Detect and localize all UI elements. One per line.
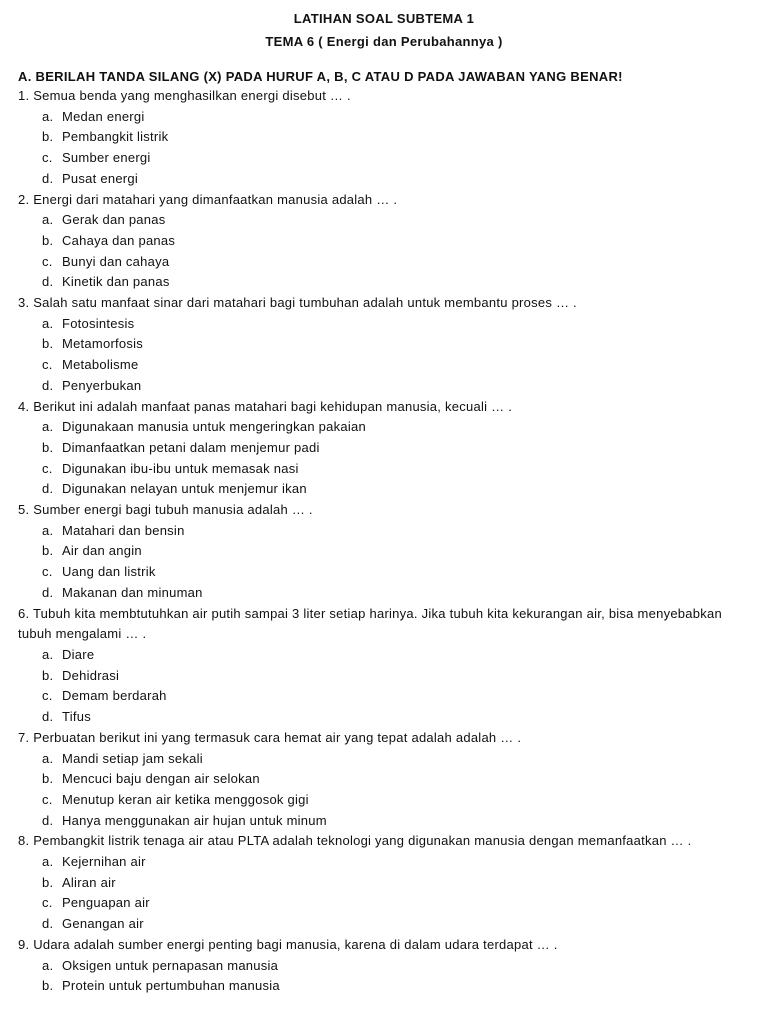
option-letter: b.	[42, 129, 54, 145]
question-text: 9. Udara adalah sumber energi penting bagi manusia, karena di dalam udara terdapat … .	[18, 936, 558, 952]
option-text: Gerak dan panas	[62, 212, 166, 228]
option-text: Penyerbukan	[62, 377, 142, 393]
option-letter: d.	[42, 916, 54, 932]
option-letter: a.	[42, 522, 54, 538]
option-letter: d.	[42, 584, 54, 600]
option-text: Tifus	[62, 709, 91, 725]
question-block	[18, 831, 750, 935]
section-instruction: A. BERILAH TANDA SILANG (X) PADA HURUF A, B, C ATAU D PADA JAWABAN YANG BENAR!	[18, 69, 623, 84]
option-text: Aliran air	[62, 874, 116, 890]
option-letter: a.	[42, 854, 54, 870]
question-text: 8. Pembangkit listrik tenaga air atau PLTA adalah teknologi yang digunakan manusia dengan memanfaatkan … .	[18, 833, 692, 849]
answer-option	[18, 873, 750, 894]
option-text: Air dan angin	[62, 543, 142, 559]
question-block	[18, 604, 750, 728]
option-text: Dimanfaatkan petani dalam menjemur padi	[62, 439, 320, 455]
question-list	[18, 86, 750, 997]
option-letter: c.	[42, 564, 53, 580]
answer-option	[18, 976, 750, 997]
document-header	[0, 0, 768, 50]
option-letter: d.	[42, 170, 54, 186]
question-text: 3. Salah satu manfaat sinar dari matahari bagi tumbuhan adalah untuk membantu proses … .	[18, 295, 577, 311]
option-letter: b.	[42, 667, 54, 683]
question-text: 4. Berikut ini adalah manfaat panas matahari bagi kehidupan manusia, kecuali … .	[18, 398, 513, 414]
option-letter: a.	[42, 419, 54, 435]
option-text: Medan energi	[62, 108, 145, 124]
answer-option	[18, 169, 750, 190]
option-letter: c.	[42, 253, 53, 269]
question-block	[18, 190, 750, 294]
answer-option	[18, 893, 750, 914]
question-text: 6. Tubuh kita membtutuhkan air putih sampai 3 liter setiap harinya. Jika tubuh kita kekurangan air, bisa menyebabkan tubuh mengalami … .	[18, 605, 722, 642]
option-text: Kinetik dan panas	[62, 274, 170, 290]
answer-option	[18, 769, 750, 790]
answer-option	[18, 541, 750, 562]
option-text: Diare	[62, 646, 95, 662]
option-letter: a.	[42, 646, 54, 662]
answer-option	[18, 252, 750, 273]
document-title: LATIHAN SOAL SUBTEMA 1	[293, 11, 475, 26]
option-letter: b.	[42, 978, 54, 994]
answer-option	[18, 562, 750, 583]
answer-option	[18, 314, 750, 335]
answer-option	[18, 148, 750, 169]
option-letter: d.	[42, 709, 54, 725]
option-letter: c.	[42, 150, 53, 166]
question-text: 7. Perbuatan berikut ini yang termasuk cara hemat air yang tepat adalah adalah … .	[18, 729, 522, 745]
option-text: Digunakan nelayan untuk menjemur ikan	[62, 481, 307, 497]
option-text: Matahari dan bensin	[62, 522, 185, 538]
option-letter: a.	[42, 957, 54, 973]
question-block	[18, 293, 750, 397]
answer-option	[18, 686, 750, 707]
option-text: Penguapan air	[62, 895, 150, 911]
option-letter: a.	[42, 315, 54, 331]
answer-option	[18, 272, 750, 293]
answer-option	[18, 707, 750, 728]
option-letter: b.	[42, 232, 54, 248]
question-block	[18, 500, 750, 604]
answer-option	[18, 914, 750, 935]
answer-option	[18, 521, 750, 542]
answer-option	[18, 355, 750, 376]
answer-option	[18, 127, 750, 148]
option-letter: c.	[42, 460, 53, 476]
answer-option	[18, 479, 750, 500]
option-letter: b.	[42, 439, 54, 455]
option-text: Digunakan ibu-ibu untuk memasak nasi	[62, 460, 299, 476]
answer-option	[18, 645, 750, 666]
option-text: Kejernihan air	[62, 854, 146, 870]
option-text: Genangan air	[62, 916, 144, 932]
answer-option	[18, 749, 750, 770]
option-letter: b.	[42, 874, 54, 890]
option-text: Mencuci baju dengan air selokan	[62, 771, 260, 787]
option-text: Pusat energi	[62, 170, 138, 186]
answer-option	[18, 107, 750, 128]
answer-option	[18, 956, 750, 977]
question-text: 2. Energi dari matahari yang dimanfaatkan manusia adalah … .	[18, 191, 398, 207]
option-letter: d.	[42, 377, 54, 393]
option-text: Makanan dan minuman	[62, 584, 203, 600]
answer-option	[18, 438, 750, 459]
option-text: Digunakaan manusia untuk mengeringkan pakaian	[62, 419, 366, 435]
option-letter: a.	[42, 750, 54, 766]
option-text: Fotosintesis	[62, 315, 135, 331]
answer-option	[18, 852, 750, 873]
option-letter: b.	[42, 336, 54, 352]
option-text: Uang dan listrik	[62, 564, 156, 580]
option-letter: c.	[42, 895, 53, 911]
option-text: Pembangkit listrik	[62, 129, 169, 145]
option-letter: a.	[42, 108, 54, 124]
question-text: 5. Sumber energi bagi tubuh manusia adalah … .	[18, 502, 313, 518]
option-text: Oksigen untuk pernapasan manusia	[62, 957, 279, 973]
option-letter: c.	[42, 357, 53, 373]
option-letter: d.	[42, 274, 54, 290]
answer-option	[18, 334, 750, 355]
option-text: Demam berdarah	[62, 688, 167, 704]
option-text: Metamorfosis	[62, 336, 144, 352]
option-letter: c.	[42, 791, 53, 807]
option-letter: b.	[42, 543, 54, 559]
option-letter: c.	[42, 688, 53, 704]
document-subtitle: TEMA 6 ( Energi dan Perubahannya )	[265, 34, 503, 49]
option-letter: a.	[42, 212, 54, 228]
answer-option	[18, 583, 750, 604]
answer-option	[18, 231, 750, 252]
question-block	[18, 728, 750, 832]
option-text: Hanya menggunakan air hujan untuk minum	[62, 812, 327, 828]
option-text: Cahaya dan panas	[62, 232, 176, 248]
option-text: Dehidrasi	[62, 667, 120, 683]
option-letter: d.	[42, 481, 54, 497]
option-text: Menutup keran air ketika menggosok gigi	[62, 791, 309, 807]
option-letter: b.	[42, 771, 54, 787]
option-text: Sumber energi	[62, 150, 151, 166]
answer-option	[18, 666, 750, 687]
answer-option	[18, 417, 750, 438]
option-text: Mandi setiap jam sekali	[62, 750, 203, 766]
answer-option	[18, 376, 750, 397]
option-text: Protein untuk pertumbuhan manusia	[62, 978, 280, 994]
option-text: Metabolisme	[62, 357, 139, 373]
answer-option	[18, 811, 750, 832]
option-text: Bunyi dan cahaya	[62, 253, 170, 269]
answer-option	[18, 459, 750, 480]
answer-option	[18, 790, 750, 811]
question-block	[18, 935, 750, 997]
question-block	[18, 86, 750, 190]
option-letter: d.	[42, 812, 54, 828]
question-text: 1. Semua benda yang menghasilkan energi disebut … .	[18, 88, 351, 103]
answer-option	[18, 210, 750, 231]
question-block	[18, 397, 750, 501]
